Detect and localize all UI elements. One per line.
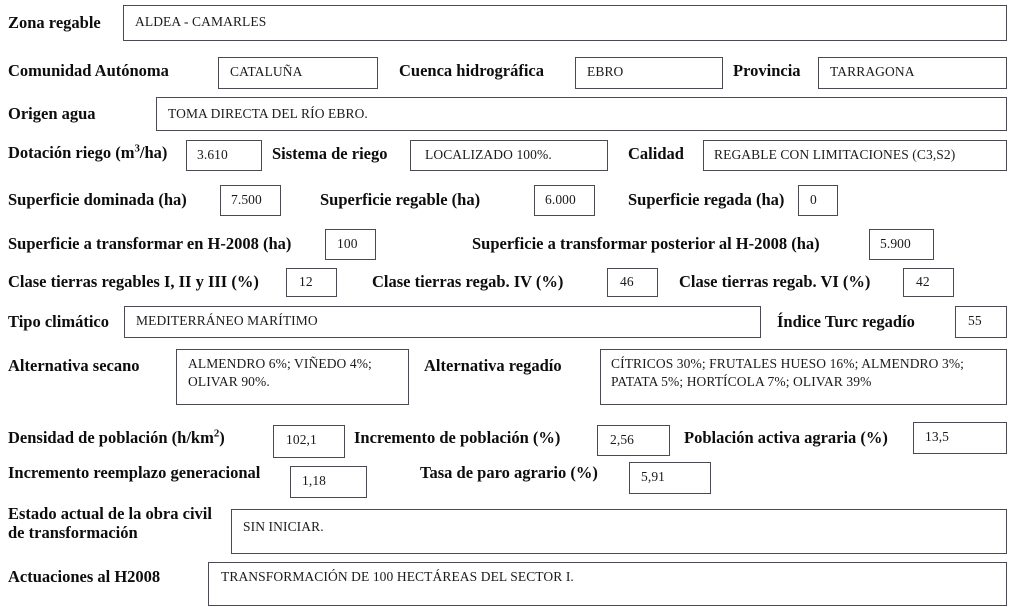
label-incremento-poblacion: Incremento de población (%) (354, 428, 561, 447)
label-alternativa-secano: Alternativa secano (8, 356, 140, 375)
label-poblacion-activa-agraria: Población activa agraria (%) (684, 428, 888, 447)
field-superficie-regada[interactable] (798, 185, 838, 216)
label-clase-tierras-iv: Clase tierras regab. IV (%) (372, 272, 564, 291)
label-origen-agua: Origen agua (8, 104, 96, 123)
value-clase-tierras-iv: 46 (620, 274, 634, 289)
label-densidad-poblacion (8, 428, 225, 447)
value-provincia: TARRAGONA (830, 64, 915, 79)
label-superficie-dominada: Superficie dominada (ha) (8, 190, 187, 209)
value-superficie-regada: 0 (810, 192, 817, 207)
value-dotacion-riego: 3.610 (197, 147, 228, 162)
label-estado-obra-civil-line-2: de transformación (8, 523, 138, 542)
label-superficie-regable: Superficie regable (ha) (320, 190, 481, 209)
label-densidad-poblacion-pre: Densidad de población (h/km (8, 428, 214, 447)
label-densidad-poblacion-post: ) (219, 428, 225, 447)
label-provincia: Provincia (733, 61, 801, 80)
value-clase-tierras-vi: 42 (916, 274, 930, 289)
value-calidad: REGABLE CON LIMITACIONES (C3,S2) (714, 147, 956, 162)
label-comunidad-autonoma: Comunidad Autónoma (8, 61, 169, 80)
value-alternativa-secano-line-2: OLIVAR 90%. (188, 374, 270, 389)
label-superficie-regada: Superficie regada (ha) (628, 190, 785, 209)
label-dotacion-riego-post: /ha) (139, 143, 168, 162)
value-estado-obra-civil: SIN INICIAR. (243, 519, 324, 534)
value-sistema-riego: LOCALIZADO 100%. (425, 147, 552, 162)
label-actuaciones-h2008: Actuaciones al H2008 (8, 567, 161, 586)
label-incremento-reemplazo: Incremento reemplazo generacional (8, 463, 261, 482)
field-estado-obra-civil[interactable] (231, 509, 1007, 554)
label-clase-tierras-vi: Clase tierras regab. VI (%) (679, 272, 871, 291)
value-cuenca-hidrografica: EBRO (587, 64, 624, 79)
label-tasa-paro-agrario: Tasa de paro agrario (%) (420, 463, 598, 482)
value-alternativa-regadio-line-1: CÍTRICOS 30%; FRUTALES HUESO 16%; ALMENDRO 3%; (611, 356, 965, 371)
value-origen-agua: TOMA DIRECTA DEL RÍO EBRO. (168, 106, 368, 121)
label-calidad: Calidad (628, 144, 684, 163)
label-indice-turc: Índice Turc regadío (777, 312, 915, 331)
value-actuaciones-h2008: TRANSFORMACIÓN DE 100 HECTÁREAS DEL SECTOR I. (221, 569, 574, 584)
value-incremento-poblacion: 2,56 (610, 432, 635, 447)
value-incremento-reemplazo: 1,18 (302, 473, 327, 488)
value-tipo-climatico: MEDITERRÁNEO MARÍTIMO (136, 313, 318, 328)
label-zona-regable: Zona regable (8, 13, 101, 32)
label-tipo-climatico: Tipo climático (8, 312, 109, 331)
label-estado-obra-civil-line-1: Estado actual de la obra civil (8, 504, 212, 523)
value-zona-regable: ALDEA - CAMARLES (135, 14, 267, 29)
label-alternativa-regadio: Alternativa regadío (424, 356, 562, 375)
value-alternativa-regadio-line-2: PATATA 5%; HORTÍCOLA 7%; OLIVAR 39% (611, 374, 872, 389)
value-superficie-dominada: 7.500 (231, 192, 262, 207)
value-superficie-regable: 6.000 (545, 192, 576, 207)
value-poblacion-activa-agraria: 13,5 (925, 429, 950, 444)
label-densidad-poblacion-exponent: 2 (213, 427, 220, 440)
label-superficie-transformar-posterior: Superficie a transformar posterior al H-2008 (ha) (472, 234, 820, 253)
value-superficie-transformar-posterior: 5.900 (880, 236, 911, 251)
value-densidad-poblacion: 102,1 (286, 432, 317, 447)
value-indice-turc: 55 (968, 313, 982, 328)
label-sistema-riego: Sistema de riego (272, 144, 388, 163)
label-cuenca-hidrografica: Cuenca hidrográfica (399, 61, 544, 80)
value-clase-tierras-i-ii-iii: 12 (299, 274, 313, 289)
label-superficie-transformar-h2008: Superficie a transformar en H-2008 (ha) (8, 234, 292, 253)
value-comunidad-autonoma: CATALUÑA (230, 64, 303, 79)
label-clase-tierras-i-ii-iii: Clase tierras regables I, II y III (%) (8, 272, 259, 291)
value-superficie-transformar-h2008: 100 (337, 236, 358, 251)
label-dotacion-riego-pre: Dotación riego (m (8, 143, 135, 162)
value-alternativa-secano-line-1: ALMENDRO 6%; VIÑEDO 4%; (188, 356, 372, 371)
value-tasa-paro-agrario: 5,91 (641, 469, 666, 484)
label-dotacion-riego (8, 143, 167, 162)
label-dotacion-riego-exponent: 3 (134, 142, 140, 155)
